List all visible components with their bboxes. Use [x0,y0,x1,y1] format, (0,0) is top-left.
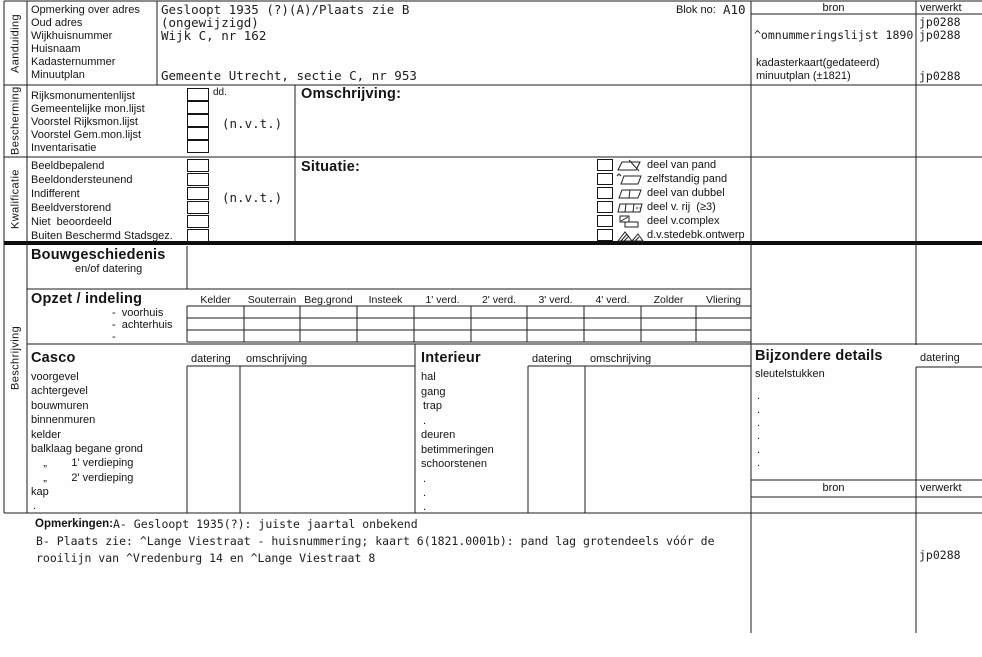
checkbox-voorstel-gemmonlijst[interactable] [187,127,209,140]
interieur-item-hal: hal [421,371,436,383]
value-oud-adres: (ongewijzigd) [161,15,259,30]
deel-van-pand-icon [616,159,644,172]
interieur-datering-header: datering [532,353,572,365]
bijzondere-item-sleutelstukken: sleutelstukken [755,368,825,380]
deel-van-rij-icon [616,201,644,214]
zelfstandig-pand-icon [616,173,644,186]
interieur-item-dot-3: . [423,487,427,499]
opzet-col-souterrain: Souterrain [247,294,297,306]
casco-item-voorgevel: voorgevel [31,371,79,383]
bescherming-item-voorstel-gemmonlijst: Voorstel Gem.mon.lijst [31,129,142,141]
label-minuutplan: Minuutplan [31,69,85,81]
sidebar-section-kwalificatie: Kwalificatie [9,169,22,230]
casco-item-binnenmuren: binnenmuren [31,414,96,426]
opzet-row-achterhuis: - achterhuis [112,319,173,331]
bron-column-header: bron [822,2,845,14]
situatie-option-stedebouwkundig-ontwerp: d.v.stedebk.ontwerp [647,229,745,241]
kwalificatie-item-buiten-beschermd-stadsgez: Buiten Beschermd Stadsgez. [31,230,173,242]
opzet-col-vliering: Vliering [705,294,742,306]
checkbox-rijksmonumentenlijst[interactable] [187,88,209,101]
bron-entry-omnummeringslijst: ^omnummeringslijst 1890 [754,28,914,42]
checkbox-deel-van-rij[interactable] [597,201,613,213]
opzet-col-insteek: Insteek [368,294,403,306]
blok-no-value: A10 [723,2,746,17]
bijzondere-item-dot-4: . [757,430,761,442]
situatie-option-deel-van-pand: deel van pand [647,159,717,171]
opzet-col-3e-verd: 3' verd. [538,294,573,306]
bijzondere-item-dot-3: . [757,417,761,429]
situatie-option-zelfstandig-pand: zelfstandig pand [647,173,728,185]
casco-item-balklaag-begane-grond: balklaag begane grond [31,443,143,455]
checkbox-zelfstandig-pand[interactable] [597,173,613,185]
checkbox-inventarisatie[interactable] [187,140,209,153]
label-oud-adres: Oud adres [31,17,83,29]
label-wijkhuisnummer: Wijkhuisnummer [31,30,113,42]
checkbox-deel-van-complex[interactable] [597,215,613,227]
opzet-col-2e-verd: 2' verd. [481,294,517,306]
sidebar-section-bescherming: Bescherming [9,86,22,156]
kwalificatie-item-beeldverstorend: Beeldverstorend [31,202,112,214]
casco-omschrijving-header: omschrijving [246,353,308,365]
casco-title: Casco [31,350,76,366]
bron-entry-minuutplan: minuutplan (±1821) [756,70,851,82]
bron-footer-header: bron [822,482,845,494]
casco-item-kelder: kelder [31,429,61,441]
blok-no-label: Blok no: [676,4,716,16]
interieur-item-gang: gang [421,386,446,398]
checkbox-voorstel-rijksmonlijst[interactable] [187,114,209,127]
kwalificatie-item-indifferent: Indifferent [31,188,80,200]
interieur-item-dot-2: . [423,473,427,485]
kwalificatie-nvt: (n.v.t.) [222,190,283,205]
kwalificatie-item-niet-beoordeeld: Niet beoordeeld [31,216,112,228]
checkbox-indifferent[interactable] [187,187,209,200]
verwerkt-value-1: jp0288 [919,15,961,29]
bijzondere-item-dot-1: . [757,390,761,402]
situatie-header: Situatie: [301,159,360,175]
label-opmerking-over-adres: Opmerking over adres [31,4,140,16]
stedebouwkundig-ontwerp-icon [616,229,644,242]
situatie-option-deel-van-complex: deel v.complex [647,215,720,227]
value-opmerking-over-adres: Gesloopt 1935 (?)(A)/Plaats zie B [161,2,410,17]
omschrijving-header: Omschrijving: [301,86,402,102]
bescherming-item-rijksmonumentenlijst: Rijksmonumentenlijst [31,90,135,102]
casco-item-dot: . [33,500,37,512]
interieur-omschrijving-header: omschrijving [590,353,652,365]
situatie-option-deel-van-rij: deel v. rij (≥3) [647,201,716,213]
casco-datering-header: datering [191,353,231,365]
bouwgeschiedenis-title: Bouwgeschiedenis [31,247,166,263]
label-kadasternummer: Kadasternummer [31,56,116,68]
checkbox-beeldondersteunend[interactable] [187,173,209,186]
bescherming-nvt: (n.v.t.) [222,116,283,131]
verwerkt-value-3: jp0288 [919,69,961,83]
checkbox-buiten-beschermd-stadsgez[interactable] [187,229,209,242]
situatie-option-deel-van-dubbel: deel van dubbel [647,187,725,199]
bouwgeschiedenis-subtitle: en/of datering [75,263,143,275]
interieur-item-trap: trap [423,400,442,412]
bron-entry-kadasterkaart: kadasterkaart(gedateerd) [756,57,880,69]
interieur-item-dot-4: . [423,501,427,513]
opmerkingen-line-1: A- Gesloopt 1935(?): juiste jaartal onbekend [113,517,418,531]
casco-item-kap: kap [31,486,49,498]
opmerkingen-label: Opmerkingen: [35,518,113,530]
bescherming-item-voorstel-rijksmonlijst: Voorstel Rijksmon.lijst [31,116,138,128]
interieur-item-betimmeringen: betimmeringen [421,444,494,456]
deel-van-complex-icon [616,215,644,228]
checkbox-niet-beoordeeld[interactable] [187,215,209,228]
bijzondere-item-dot-5: . [757,444,761,456]
kwalificatie-item-beeldbepalend: Beeldbepalend [31,160,105,172]
interieur-item-dot-1: . [423,415,427,427]
value-wijkhuisnummer: Wijk C, nr 162 [161,28,267,43]
opzet-col-kelder: Kelder [200,294,231,306]
opmerkingen-line-3: rooilijn van ^Vredenburg 14 en ^Lange Viestraat 8 [36,551,376,565]
bijzondere-item-dot-2: . [757,404,761,416]
verwerkt-footer-value: jp0288 [919,548,961,562]
opzet-col-1e-verd: 1' verd. [425,294,460,306]
casco-item-bouwmuren: bouwmuren [31,400,89,412]
kwalificatie-item-beeldondersteunend: Beeldondersteunend [31,174,133,186]
casco-item-balklaag-2e-verdieping: „ 2' verdieping [31,472,134,484]
checkbox-stedebouwkundig-ontwerp[interactable] [597,229,613,241]
deel-van-dubbel-icon [616,187,644,200]
interieur-item-deuren: deuren [421,429,456,441]
casco-item-balklaag-1e-verdieping: „ 1' verdieping [31,457,134,469]
opzet-col-4e-verd: 4' verd. [595,294,630,306]
checkbox-beeldbepalend[interactable] [187,159,209,172]
opzet-col-beg-grond: Beg.grond [304,294,353,306]
bijzondere-item-dot-6: . [757,457,761,469]
interieur-item-schoorstenen: schoorstenen [421,458,488,470]
checkbox-beeldverstorend[interactable] [187,201,209,214]
interieur-title: Interieur [421,350,481,366]
verwerkt-column-header: verwerkt [920,2,962,14]
opzet-row-blank: - [112,331,116,343]
verwerkt-footer-header: verwerkt [920,482,962,494]
bijzondere-details-datering-header: datering [920,352,960,364]
dd-label: dd. [213,87,227,98]
checkbox-deel-van-pand[interactable] [597,159,613,171]
sidebar-section-aanduiding: Aanduiding [9,13,22,73]
sidebar-section-beschrijving: Beschrijving [9,325,22,391]
casco-item-achtergevel: achtergevel [31,385,88,397]
value-minuutplan: Gemeente Utrecht, sectie C, nr 953 [161,68,417,83]
bescherming-item-gemeentelijke-monlijst: Gemeentelijke mon.lijst [31,103,145,115]
bijzondere-details-title: Bijzondere details [755,348,883,364]
bescherming-item-inventarisatie: Inventarisatie [31,142,97,154]
verwerkt-value-2: jp0288 [919,28,961,42]
label-huisnaam: Huisnaam [31,43,81,55]
opzet-row-voorhuis: - voorhuis [112,307,164,319]
checkbox-deel-van-dubbel[interactable] [597,187,613,199]
opmerkingen-line-2: B- Plaats zie: ^Lange Viestraat - huisnummering; kaart 6(1821.0001b): pand lag grotendeels vóór de [36,534,715,548]
opzet-indeling-title: Opzet / indeling [31,291,143,307]
checkbox-gemeentelijke-monlijst[interactable] [187,101,209,114]
opzet-col-zolder: Zolder [653,294,684,306]
